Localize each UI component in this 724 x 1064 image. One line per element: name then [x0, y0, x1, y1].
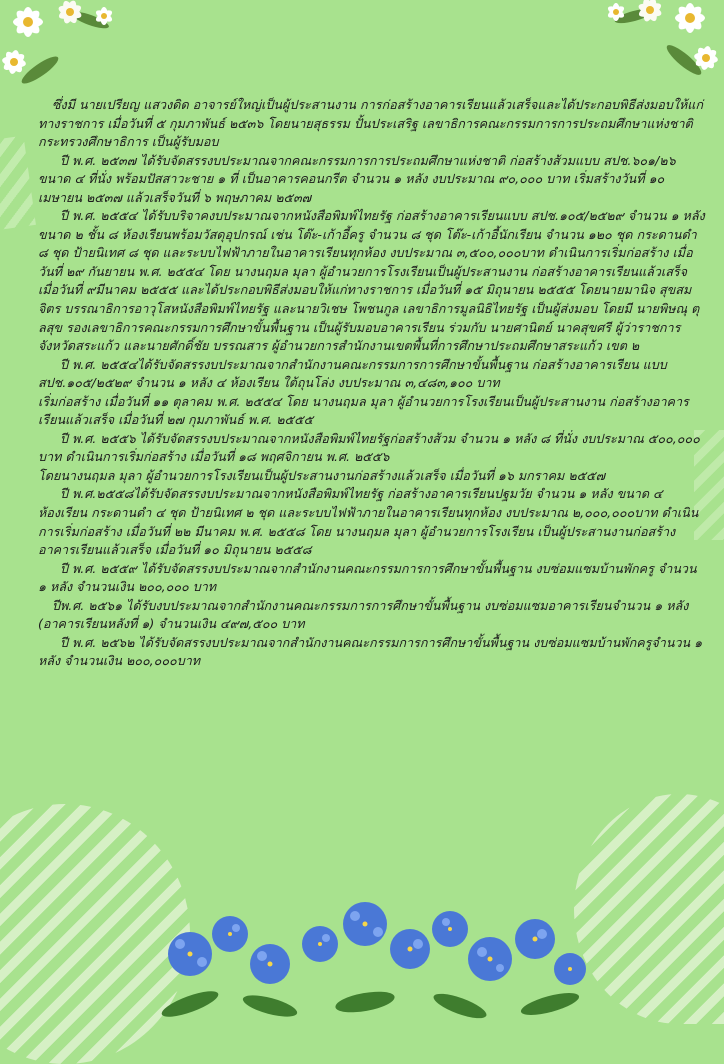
paragraph: ปี พ.ศ. ๒๕๕๔ได้รับจัดสรรงบประมาณจากสำนักงานคณะกรรมการการศึกษาขั้นพื้นฐาน ก่อสร้างอาคารเรียน แบบ สปช.๑๐๕/๒๕๒๙ จำนวน ๑ หลัง ๔ ห้องเรียน ใต้ถุนโล่ง งบประมาณ ๓,๔๘๓,๑๐๐ บาท [38, 356, 667, 391]
paragraph: ปี พ.ศ. ๒๕๓๗ ได้รับจัดสรรงบประมาณจากคณะกรรมการการประถมศึกษาแห่งชาติ ก่อสร้างส้วมแบบ สปช.๖๐๑/๒๖ ขนาด ๔ ที่นั่ง พร้อมปัสสาวะชาย ๑ ที่ เป็นอาคารคอนกรีต จำนวน ๑ หลัง งบประมาณ ๙๐,๐๐๐ บาท เริ่มสร้างวันที่ ๑๐ เมษายน ๒๕๓๗ แล้วเสร็จวันที่ ๖ พฤษภาคม ๒๕๓๗ [38, 152, 676, 205]
blue-flowers-icon [150, 894, 590, 1024]
paragraph: ปีพ.ศ. ๒๕๖๑ ได้รับงบประมาณจากสำนักงานคณะกรรมการการศึกษาขั้นพื้นฐาน งบซ่อมแซมอาคารเรียนจำนวน ๑ หลัง (อาคารเรียนหลังที่ ๑) จำนวนเงิน ๔๙๗,๕๐๐ บาท [38, 597, 689, 632]
paragraph: ปี พ.ศ. ๒๕๕๖ ได้รับจัดสรรงบประมาณจากหนังสือพิมพ์ไทยรัฐก่อสร้างส้วม จำนวน ๑ หลัง ๘ ที่นั่ง งบประมาณ ๕๐๐,๐๐๐ บาท ดำเนินการเริ่มก่อสร้าง เมื่อวันที่ ๑๘ พฤศจิกายน พ.ศ. ๒๕๕๖ [38, 430, 700, 465]
history-text-body [38, 96, 706, 671]
paragraph: เริ่มก่อสร้าง เมื่อวันที่ ๑๑ ตุลาคม พ.ศ. ๒๕๕๔ โดย นางนฤมล มุลา ผู้อำนวยการโรงเรียนเป็นผู้ประสานงาน ก่อสร้างอาคารเรียนแล้วเสร็จ เมื่อวันที่ ๒๗ กุมภาพันธ์ พ.ศ. ๒๕๕๕ [38, 393, 689, 428]
decorative-striped-blob-right [574, 794, 724, 1024]
decorative-stripes-left [0, 136, 36, 235]
paragraph: โดยนางนฤมล มุลา ผู้อำนวยการโรงเรียนเป็นผู้ประสานงานก่อสร้างแล้วเสร็จ เมื่อวันที่ ๑๖ มกราคม ๒๕๕๗ [38, 467, 606, 483]
paragraph: ซึ่งมี นายเปรียญ แสวงดิด อาจารย์ใหญ่เป็นผู้ประสานงาน การก่อสร้างอาคารเรียนแล้วเสร็จและได้ประกอบพิธีส่งมอบให้แก่ทางราชการ เมื่อวันที่ ๕ กุมภาพันธ์ ๒๕๓๖ โดยนายสุธรรม ปั้นประเสริฐ เลขาธิการคณะกรรมการการประถมศึกษาแห่งชาติ กระทรวงศึกษาธิการ เป็นผู้รับมอบ [38, 97, 704, 150]
paragraph: ปี พ.ศ.๒๕๕๘ได้รับจัดสรรงบประมาณจากหนังสือพิมพ์ไทยรัฐ ก่อสร้างอาคารเรียนปฐมวัย จำนวน ๑ หลัง ขนาด ๔ ห้องเรียน กระดานดำ ๔ ชุด ป้ายนิเทศ ๒ ชุด และระบบไฟฟ้าภายในอาคารเรียนทุกห้อง งบประมาณ ๒,๐๐๐,๐๐๐บาท ดำเนินการเริ่มก่อสร้าง เมื่อวันที่ ๒๒ มีนาคม พ.ศ. ๒๕๕๘ โดย นางนฤมล มุลา ผู้อำนวยการโรงเรียน เป็นผู้ประสานงานก่อสร้างอาคารเรียนแล้วเสร็จ เมื่อวันที่ ๑๐ มิถุนายน ๒๕๕๘ [38, 486, 699, 558]
paragraph: ปี พ.ศ. ๒๕๕๙ ได้รับจัดสรรงบประมาณจากสำนักงานคณะกรรมการการศึกษาขั้นพื้นฐาน งบซ่อมแซมบ้านพักครู จำนวน ๑ หลัง จำนวนเงิน ๒๐๐,๐๐๐ บาท [38, 560, 697, 595]
paragraph: ปี พ.ศ. ๒๕๖๒ ได้รับจัดสรรงบประมาณจากสำนักงานคณะกรรมการการศึกษาขั้นพื้นฐาน งบซ่อมแซมบ้านพักครูจำนวน ๑ หลัง จำนวนเงิน ๒๐๐,๐๐๐บาท [38, 634, 703, 669]
paragraph: ปี พ.ศ. ๒๕๕๔ ได้รับบริจาคงบประมาณจากหนังสือพิมพ์ไทยรัฐ ก่อสร้างอาคารเรียนแบบ สปช.๑๐๕/๒๕๒๙ จำนวน ๑ หลัง ขนาด ๒ ชั้น ๘ ห้องเรียนพร้อมวัสดุอุปกรณ์ เช่น โต๊ะ-เก้าอี้ครู จำนวน ๘ ชุด โต๊ะ-เก้าอี้นักเรียน จำนวน ๑๒๐ ชุด กระดานดำ ๘ ชุด ป้ายนิเทศ ๘ ชุด และระบบไฟฟ้าภายในอาคารเรียนทุกห้อง งบประมาณ ๓,๕๐๐,๐๐๐บาท ดำเนินการเริ่มก่อสร้าง เมื่อวันที่ ๒๙ กันยายน พ.ศ. ๒๕๕๔ โดย นางนฤมล มุลา ผู้อำนวยการโรงเรียนเป็นผู้ประสานงาน ก่อสร้างอาคารเรียนแล้วเสร็จ เมื่อวันที่ ๙มีนาคม ๒๕๕๕ และได้ประกอบพิธีส่งมอบให้แก่ทางราชการ เมื่อวันที่ ๑๕ มิถุนายน ๒๕๕๕ โดยนายมานิจ สุขสมจิตร บรรณาธิการอาวุโสหนังสือพิมพ์ไทยรัฐ และนายวิเชษ โพชนกูล เลขาธิการมูลนิธิไทยรัฐ เป็นผู้ส่งมอบ โดยมี นายพิษณุ ตุลสุข รองเลขาธิการคณะกรรมการศึกษาขั้นพื้นฐาน เป็นผู้รับมอบอาคารเรียน ร่วมกับ นายศานิตย์ นาคสุขศรี ผู้ว่าราชการจังหวัดสระแก้ว และนายศักดิ์ชัย บรรณสาร ผู้อำนวยการสำนักงานเขตพื้นที่การศึกษาประถมศึกษาสระแก้ว เขต ๒ [38, 208, 705, 354]
